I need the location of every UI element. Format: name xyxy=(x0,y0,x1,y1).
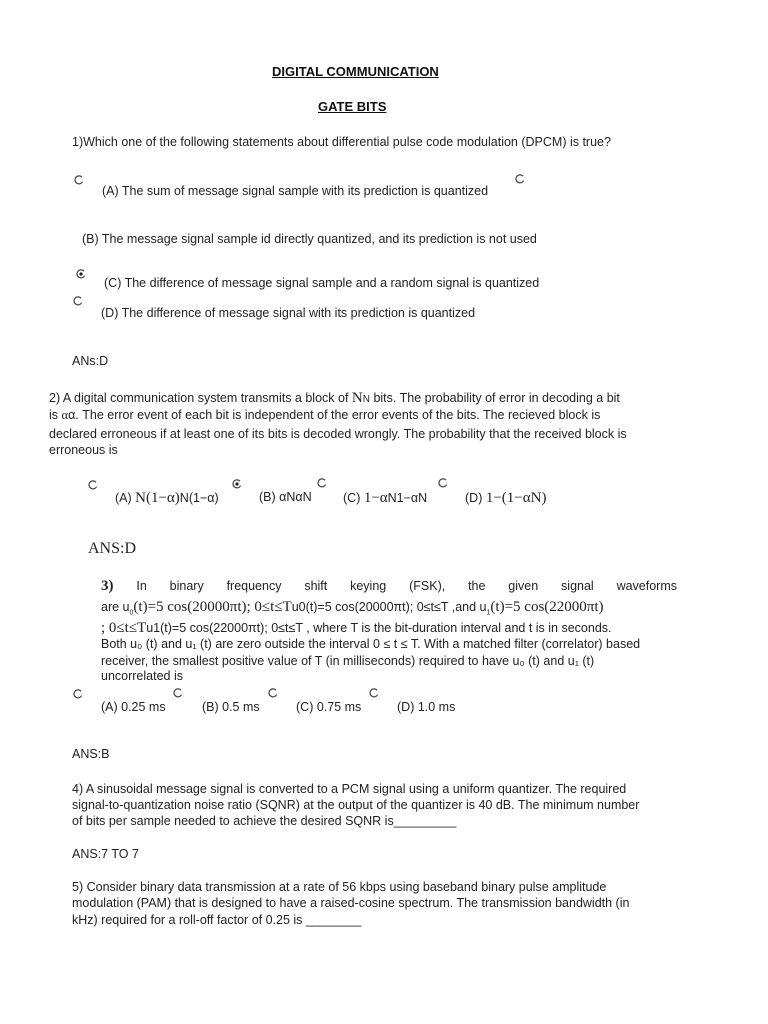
radio-button-q2-a[interactable] xyxy=(88,480,98,490)
q1-option-b: (B) The message signal sample id directly quantized, and its prediction is not used xyxy=(82,232,537,246)
q3-line-6: uncorrelated is xyxy=(101,669,183,683)
q2-option-b: (B) αNαN xyxy=(259,490,312,504)
q2-line-2: is αα. The error event of each bit is independent of the error events of the bits. The recieved block is xyxy=(49,408,601,422)
q3-option-b: (B) 0.5 ms xyxy=(202,700,260,714)
radio-button-q3-a[interactable] xyxy=(73,689,83,699)
radio-button-q2-c[interactable] xyxy=(317,478,327,488)
radio-circle-icon xyxy=(438,478,448,488)
q4-line-1: 4) A sinusoidal message signal is converted to a PCM signal using a uniform quantizer. The required xyxy=(72,782,627,796)
q3-answer: ANS:B xyxy=(72,747,110,761)
document-title: DIGITAL COMMUNICATION xyxy=(272,64,439,79)
q4-line-2: signal-to-quantization noise ratio (SQNR) at the output of the quantizer is 40 dB. The minimum number xyxy=(72,798,640,812)
q4-line-3: of bits per sample needed to achieve the desired SQNR is_________ xyxy=(72,814,457,828)
question-1-text: 1)Which one of the following statements about differential pulse code modulation (DPCM) is true? xyxy=(72,135,611,149)
q3-line-3: ; 0≤t≤Tu1(t)=5 cos(22000πt); 0≤t≤T , where T is the bit-duration interval and t is in seconds. xyxy=(101,620,612,636)
radio-button-q3-d[interactable] xyxy=(369,688,379,698)
q3-option-c: (C) 0.75 ms xyxy=(296,700,362,714)
radio-selected-icon xyxy=(76,269,86,279)
radio-circle-icon xyxy=(74,175,84,185)
radio-selected-icon xyxy=(232,479,242,489)
radio-button-q2-d[interactable] xyxy=(438,478,448,488)
radio-circle-icon xyxy=(515,174,525,184)
q1-option-c: (C) The difference of message signal sample and a random signal is quantized xyxy=(104,276,540,290)
radio-button-q1-b[interactable] xyxy=(515,174,525,184)
q3-line-2: are $u_0(t)=5$ cos(20000πt); 0≤t≤Tu0(t)=5 cos(20000πt); 0≤t≤T ,and $u_1(t)=5$ cos(22000πt) xyxy=(101,599,604,617)
q2-option-d: (D) 1−(1−αN) xyxy=(465,490,547,506)
document-subtitle: GATE BITS xyxy=(318,99,387,114)
radio-circle-icon xyxy=(268,688,278,698)
radio-button-q3-b[interactable] xyxy=(173,688,183,698)
radio-button-q1-a[interactable] xyxy=(74,175,84,185)
q2-option-a: (A) N(1−α)N(1−α) xyxy=(115,490,219,506)
q3-line-4: Both u₀ (t) and u₁ (t) are zero outside the interval 0 ≤ t ≤ T. With a matched filter (correlator) based xyxy=(101,637,641,651)
q2-line-4: erroneous is xyxy=(49,443,118,457)
q3-line-5: receiver, the smallest positive value of T (in milliseconds) required to have u₀ (t) and u₁ (t) xyxy=(101,654,595,668)
q3-option-d: (D) 1.0 ms xyxy=(397,700,456,714)
q2-answer: ANS:D xyxy=(88,540,137,557)
radio-circle-icon xyxy=(173,688,183,698)
radio-button-q1-c[interactable] xyxy=(76,269,86,279)
radio-circle-icon xyxy=(73,689,83,699)
q1-option-a: (A) The sum of message signal sample with its prediction is quantized xyxy=(102,184,489,198)
q5-line-1: 5) Consider binary data transmission at a rate of 56 kbps using baseband binary pulse amplitude xyxy=(72,880,607,894)
radio-circle-icon xyxy=(317,478,327,488)
q5-line-2: modulation (PAM) that is designed to have a raised-cosine spectrum. The transmission bandwidth (in xyxy=(72,896,630,910)
radio-circle-icon xyxy=(88,480,98,490)
radio-button-q3-c[interactable] xyxy=(268,688,278,698)
radio-circle-icon xyxy=(73,296,83,306)
radio-button-q2-b[interactable] xyxy=(232,479,242,489)
radio-circle-icon xyxy=(369,688,379,698)
q1-answer: ANs:D xyxy=(72,354,109,368)
q3-option-a: (A) 0.25 ms xyxy=(101,700,166,714)
radio-button-q1-d[interactable] xyxy=(73,296,83,306)
q3-line-1: 3) In binary frequency shift keying (FSK), the given signal waveforms xyxy=(101,578,678,594)
q2-line-3: declared erroneous if at least one of its bits is decoded wrongly. The probability that the received block is xyxy=(49,427,627,441)
q2-line-1: 2) A digital communication system transmits a block of NN bits. The probability of error in decoding a bit xyxy=(49,390,620,406)
q2-option-c: (C) 1−αN1−αN xyxy=(343,490,428,506)
q1-option-d: (D) The difference of message signal with its prediction is quantized xyxy=(101,306,476,320)
q4-answer: ANS:7 TO 7 xyxy=(72,847,139,861)
q5-line-3: kHz) required for a roll-off factor of 0.25 is ________ xyxy=(72,913,362,927)
